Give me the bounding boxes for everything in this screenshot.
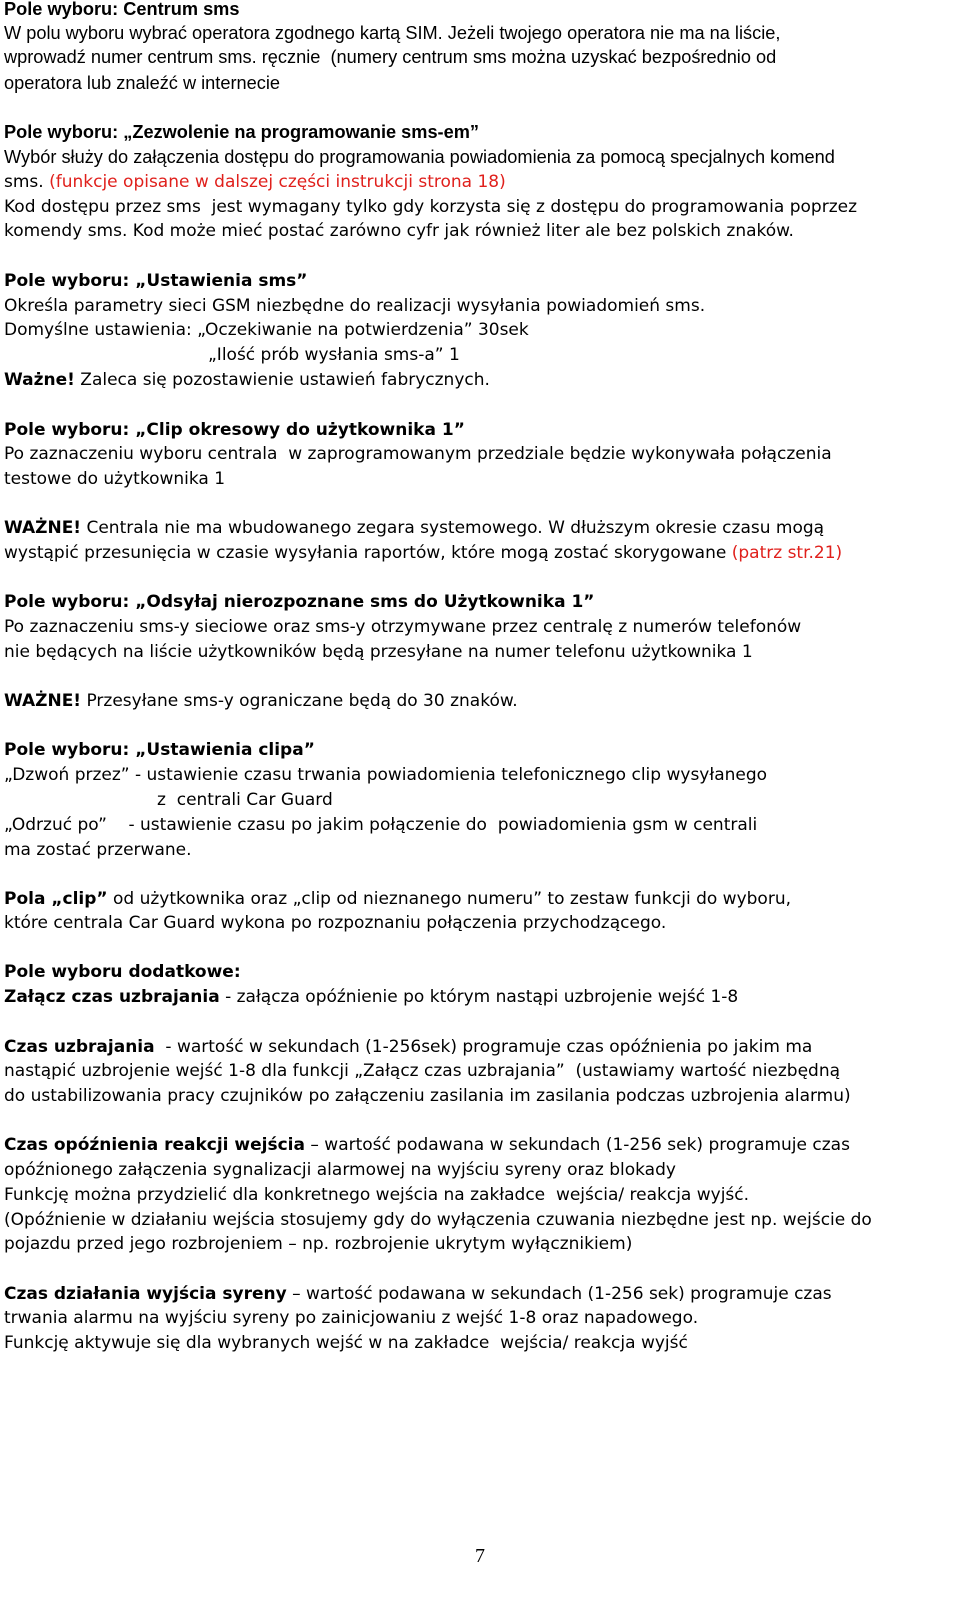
page-number: 7 — [475, 1545, 485, 1567]
paragraph-line: Załącz czas uzbrajania - załącza opóźnienie po którym nastąpi uzbrojenie wejść 1-8 — [4, 987, 739, 1007]
paragraph-line: operatora lub znaleźć w internecie — [4, 73, 281, 93]
paragraph-line: ma zostać przerwane. — [4, 840, 192, 860]
paragraph-line: sms. (funkcje opisane w dalszej części instrukcji strona 18) — [4, 172, 506, 192]
paragraph-line: opóźnionego załączenia sygnalizacji alarmowej na wyjściu syreny oraz blokady — [4, 1160, 676, 1180]
paragraph-line: Funkcję aktywuje się dla wybranych wejść w na zakładce wejścia/ reakcja wyjść — [4, 1333, 688, 1353]
paragraph-line: które centrala Car Guard wykona po rozpoznaniu połączenia przychodzącego. — [4, 913, 667, 933]
paragraph-line: „Ilość prób wysłania sms-a” 1 — [208, 345, 460, 365]
paragraph-line: (Opóźnienie w działaniu wejścia stosujemy gdy do wyłączenia czuwania niezbędne jest np. wejście do — [4, 1210, 872, 1230]
section-title-clip-okresowy: Pole wyboru: „Clip okresowy do użytkownika 1” — [4, 420, 465, 440]
paragraph-line: pojazdu przed jego rozbrojeniem – np. rozbrojenie ukrytym wyłącznikiem) — [4, 1234, 633, 1254]
paragraph-line: WAŻNE! Centrala nie ma wbudowanego zegara systemowego. W dłuższym okresie czasu mogą — [4, 518, 825, 538]
paragraph-line: Wybór służy do załączenia dostępu do programowania powiadomienia za pomocą specjalnych komend — [4, 147, 835, 167]
paragraph-line: wprowadź numer centrum sms. ręcznie (numery centrum sms można uzyskać bezpośrednio od — [4, 47, 777, 67]
paragraph-line: Domyślne ustawienia: „Oczekiwanie na potwierdzenia” 30sek — [4, 320, 529, 340]
paragraph-line: Czas działania wyjścia syreny – wartość podawana w sekundach (1-256 sek) programuje czas — [4, 1284, 832, 1304]
paragraph-line: Określa parametry sieci GSM niezbędne do realizacji wysyłania powiadomień sms. — [4, 296, 706, 316]
section-title-centrum-sms: Pole wyboru: Centrum sms — [4, 0, 240, 19]
section-title-ustawienia-sms: Pole wyboru: „Ustawienia sms” — [4, 271, 308, 291]
section-title-odsylaj: Pole wyboru: „Odsyłaj nierozpoznane sms do Użytkownika 1” — [4, 592, 595, 612]
paragraph-line: nastąpić uzbrojenie wejść 1-8 dla funkcji „Załącz czas uzbrajania” (ustawiamy wartość niezbędną — [4, 1061, 841, 1081]
page-reference: (funkcje opisane w dalszej części instrukcji strona 18) — [49, 172, 506, 192]
paragraph-line: trwania alarmu na wyjściu syreny po zainicjowaniu z wejść 1-8 oraz napadowego. — [4, 1308, 699, 1328]
paragraph-line: Po zaznaczeniu sms-y sieciowe oraz sms-y otrzymywane przez centralę z numerów telefonów — [4, 617, 802, 637]
paragraph-line: wystąpić przesunięcia w czasie wysyłania raportów, które mogą zostać skorygowane (patrz str.21) — [4, 543, 843, 563]
paragraph-line: z centrali Car Guard — [157, 790, 333, 810]
paragraph-line: Czas opóźnienia reakcji wejścia – wartość podawana w sekundach (1-256 sek) programuje czas — [4, 1135, 850, 1155]
paragraph-line: WAŻNE! Przesyłane sms-y ograniczane będą do 30 znaków. — [4, 691, 518, 711]
paragraph-line: komendy sms. Kod może mieć postać zarówno cyfr jak również liter ale bez polskich znaków. — [4, 221, 794, 241]
paragraph-line: Pola „clip” od użytkownika oraz „clip od nieznanego numeru” to zestaw funkcji do wyboru, — [4, 889, 792, 909]
paragraph-line: do ustabilizowania pracy czujników po załączeniu zasilania im zasilania podczas uzbrojenia alarmu) — [4, 1086, 851, 1106]
paragraph-line: Funkcję można przydzielić dla konkretnego wejścia na zakładce wejścia/ reakcja wyjść. — [4, 1185, 750, 1205]
paragraph-line: Kod dostępu przez sms jest wymagany tylko gdy korzysta się z dostępu do programowania poprzez — [4, 197, 857, 217]
paragraph-line: Po zaznaczeniu wyboru centrala w zaprogramowanym przedziale będzie wykonywała połączenia — [4, 444, 832, 464]
paragraph-line: „Odrzuć po” - ustawienie czasu po jakim połączenie do powiadomienia gsm w centrali — [4, 815, 758, 835]
section-title-zezwolenie: Pole wyboru: „Zezwolenie na programowanie sms-em” — [4, 122, 479, 142]
section-title-dodatkowe: Pole wyboru dodatkowe: — [4, 962, 241, 982]
paragraph-line: Ważne! Zaleca się pozostawienie ustawień fabrycznych. — [4, 370, 490, 390]
paragraph-line: testowe do użytkownika 1 — [4, 469, 226, 489]
section-title-ustawienia-clipa: Pole wyboru: „Ustawienia clipa” — [4, 740, 315, 760]
paragraph-line: Czas uzbrajania - wartość w sekundach (1-256sek) programuje czas opóźnienia po jakim ma — [4, 1037, 813, 1057]
paragraph-line: „Dzwoń przez” - ustawienie czasu trwania powiadomienia telefonicznego clip wysyłanego — [4, 765, 768, 785]
page-reference: (patrz str.21) — [731, 543, 843, 563]
paragraph-line: nie będących na liście użytkowników będą przesyłane na numer telefonu użytkownika 1 — [4, 642, 753, 662]
paragraph-line: W polu wyboru wybrać operatora zgodnego kartą SIM. Jeżeli twojego operatora nie ma na liście, — [4, 23, 781, 43]
